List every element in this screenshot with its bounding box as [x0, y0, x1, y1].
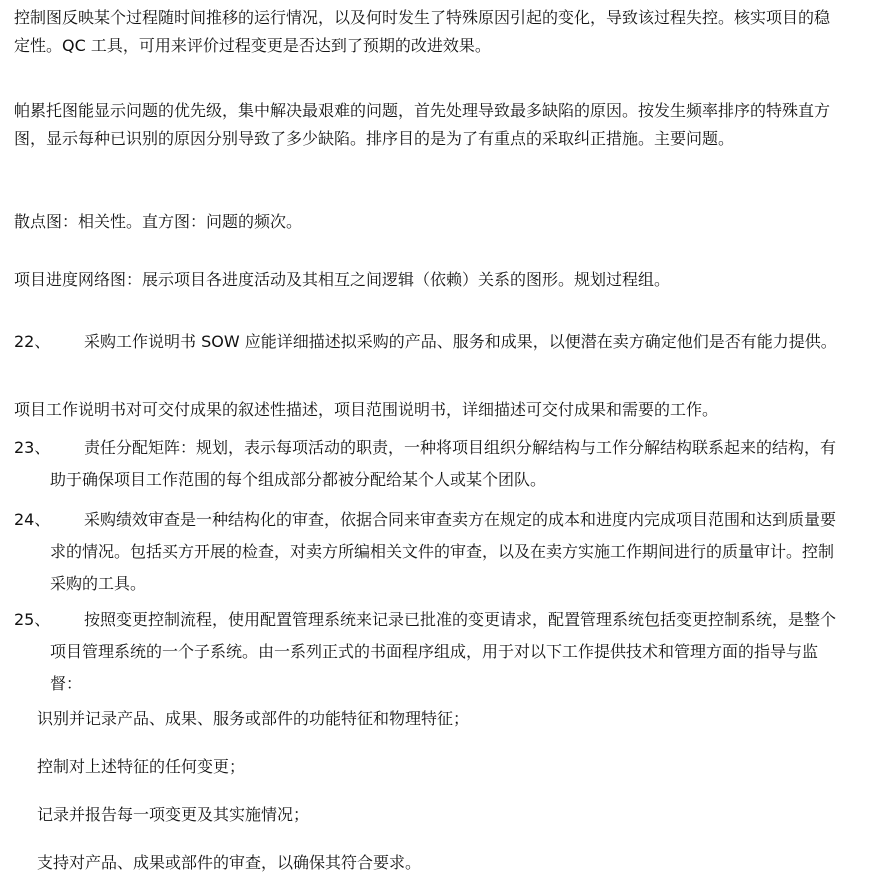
item-text-change-control: 按照变更控制流程，使用配置管理系统来记录已批准的变更请求，配置管理系统包括变更控制系统，是整个项目管理系统的一个子系统。由一系列正式的书面程序组成，用于对以下工作提供技术和管理方面的指导与监督： [50, 610, 837, 693]
paragraph-control-chart: 控制图反映某个过程随时间推移的运行情况，以及何时发生了特殊原因引起的变化，导致该过程失控。核实项目的稳定性。QC 工具，可用来评价过程变更是否达到了预期的改进效果。 [14, 8, 831, 55]
item-number: 24、 [14, 510, 51, 529]
paragraph-scope-statement: 项目工作说明书对可交付成果的叙述性描述，项目范围说明书，详细描述可交付成果和需要的工作。 [14, 400, 719, 419]
item-text-sow: 采购工作说明书 SOW 应能详细描述拟采购的产品、服务和成果，以便潜在卖方确定他们是否有能力提供。 [84, 332, 837, 351]
item-number: 25、 [14, 610, 51, 629]
item-text-raci: 责任分配矩阵：规划，表示每项活动的职责，一种将项目组织分解结构与工作分解结构联系起来的结构，有助于确保项目工作范围的每个组成部分都被分配给某个人或某个团队。 [50, 438, 837, 489]
list-item: 控制对上述特征的任何变更； [37, 757, 246, 776]
item-text-procurement-review: 采购绩效审查是一种结构化的审查，依据合同来审查卖方在规定的成本和进度内完成项目范围和达到质量要求的情况。包括买方开展的检查，对卖方所编相关文件的审查，以及在卖方实施工作期间进行的质量审计。控制采购的工具。 [50, 510, 837, 593]
paragraph-scatter-histogram: 散点图：相关性。直方图：问题的频次。 [14, 212, 303, 231]
list-item: 记录并报告每一项变更及其实施情况； [37, 805, 310, 824]
paragraph-network-diagram: 项目进度网络图：展示项目各进度活动及其相互之间逻辑（依赖）关系的图形。规划过程组。 [14, 270, 671, 289]
paragraph-pareto-chart: 帕累托图能显示问题的优先级，集中解决最艰难的问题，首先处理导致最多缺陷的原因。按发生频率排序的特殊直方图，显示每种已识别的原因分别导致了多少缺陷。排序目的是为了有重点的采取纠正措施。主要问题。 [14, 101, 831, 148]
item-number: 22、 [14, 332, 51, 351]
item-number: 23、 [14, 438, 51, 457]
list-item: 识别并记录产品、成果、服务或部件的功能特征和物理特征； [37, 709, 470, 728]
list-item: 支持对产品、成果或部件的审查，以确保其符合要求。 [37, 853, 422, 872]
